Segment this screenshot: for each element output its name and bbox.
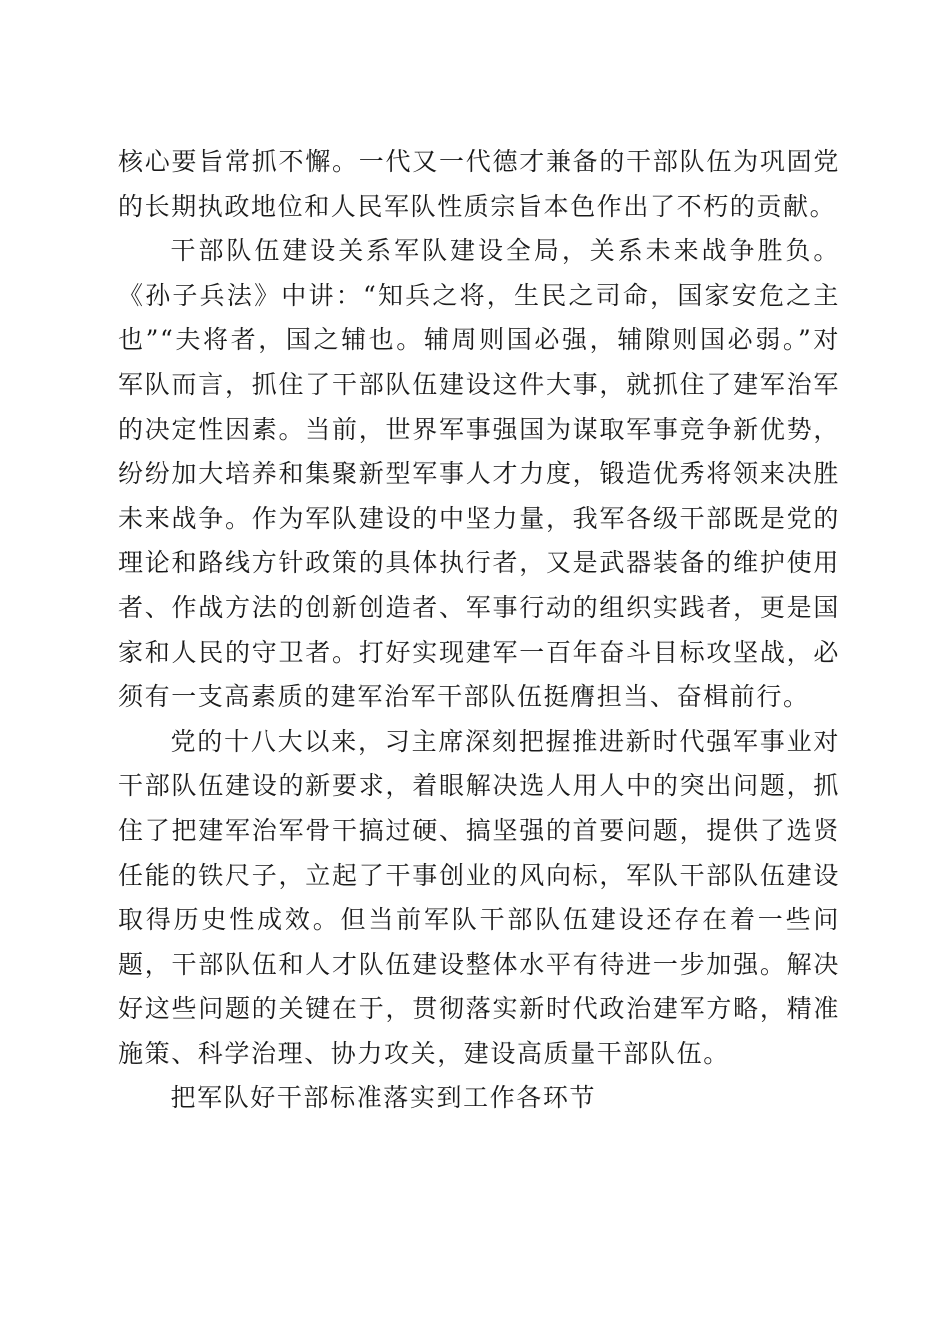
document-body [118,140,840,1121]
paragraph-since-18th-congress: 党的十八大以来，习主席深刻把握推进新时代强军事业对干部队伍建设的新要求，着眼解决选人用人中的突出问题，抓住了把建军治军骨干搞过硬、搞坚强的首要问题，提供了选贤任能的铁尺子，立起了干事创业的风向标，军队干部队伍建设取得历史性成效。但当前军队干部队伍建设还存在着一些问题，干部队伍和人才队伍建设整体水平有待进一步加强。解决好这些问题的关键在于，贯彻落实新时代政治建军方略，精准施策、科学治理、协力攻关，建设高质量干部队伍。 [118,726,840,1068]
paragraph-continuation: 核心要旨常抓不懈。一代又一代德才兼备的干部队伍为巩固党的长期执政地位和人民军队性质宗旨本色作出了不朽的贡献。 [118,147,840,221]
section-heading: 把军队好干部标准落实到工作各环节 [170,1083,597,1113]
paragraph-cadre-importance: 干部队伍建设关系军队建设全局，关系未来战争胜负。《孙子兵法》中讲：“知兵之将，生民之司命，国家安危之主也”“夫将者，国之辅也。辅周则国必强，辅隙则国必弱。”对军队而言，抓住了干部队伍建设这件大事，就抓住了建军治军的决定性因素。当前，世界军事强国为谋取军事竞争新优势，纷纷加大培养和集聚新型军事人才力度，锻造优秀将领来决胜未来战争。作为军队建设的中坚力量，我军各级干部既是党的理论和路线方针政策的具体执行者，又是武器装备的维护使用者、作战方法的创新创造者、军事行动的组织实践者，更是国家和人民的守卫者。打好实现建军一百年奋斗目标攻坚战，必须有一支高素质的建军治军干部队伍挺膺担当、奋楫前行。 [118,236,840,712]
